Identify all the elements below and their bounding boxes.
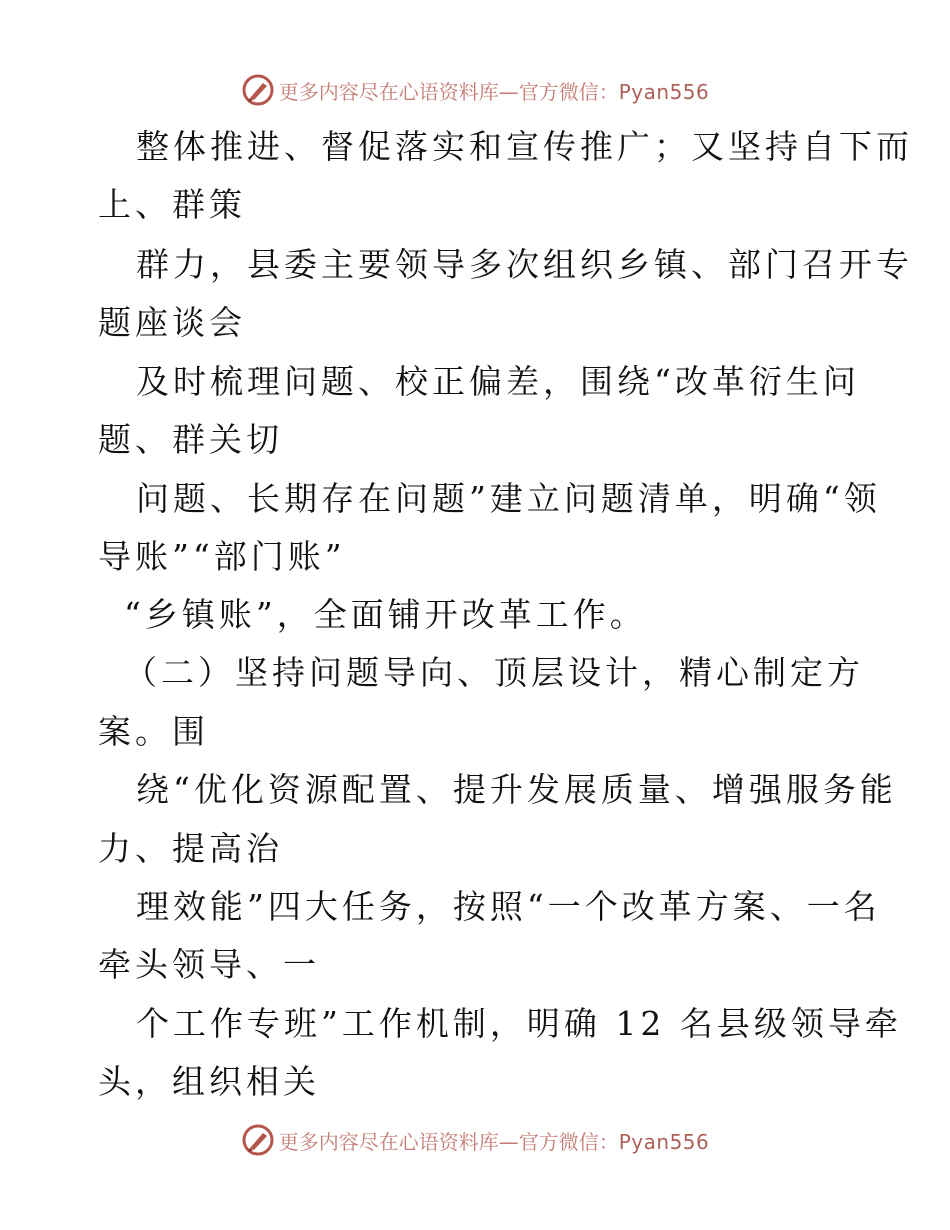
text-line: 上、群策 <box>98 185 246 224</box>
text-line: 绕“优化资源配置、提升发展质量、增强服务能 <box>136 770 897 809</box>
text-line: 导账”“部门账” <box>98 537 346 576</box>
section-heading: （二）坚持问题导向、顶层设计，精心制定方 <box>124 653 864 692</box>
watermark-text: 更多内容尽在心语资料库—官方微信：Pyan556 <box>278 1129 710 1154</box>
text-line: 问题、长期存在问题”建立问题清单，明确“领 <box>136 479 881 518</box>
footer-watermark <box>0 1120 950 1160</box>
text-line: 个工作专班”工作机制，明确 12 名县级领导牵 <box>136 1004 902 1043</box>
text-line: 整体推进、督促落实和宣传推广；又坚持自下而 <box>136 127 913 166</box>
text-line: “乡镇账”，全面铺开改革工作。 <box>124 595 647 634</box>
text-line: 题座谈会 <box>98 303 246 342</box>
text-line: 头，组织相关 <box>98 1062 320 1101</box>
text-line: 理效能”四大任务，按照“一个改革方案、一名 <box>136 887 881 926</box>
text-line: 群力，县委主要领导多次组织乡镇、部门召开专 <box>136 245 913 284</box>
text-line: 及时梳理问题、校正偏差，围绕“改革衍生问 <box>136 362 860 401</box>
text-line: 题、群关切 <box>98 420 283 459</box>
text-line: 力、提高治 <box>98 829 283 868</box>
pen-logo-icon <box>241 1123 275 1157</box>
watermark-text: 更多内容尽在心语资料库—官方微信：Pyan556 <box>278 79 710 104</box>
text-line: 牵头领导、一 <box>98 945 320 984</box>
text-line: 案。围 <box>98 712 209 751</box>
